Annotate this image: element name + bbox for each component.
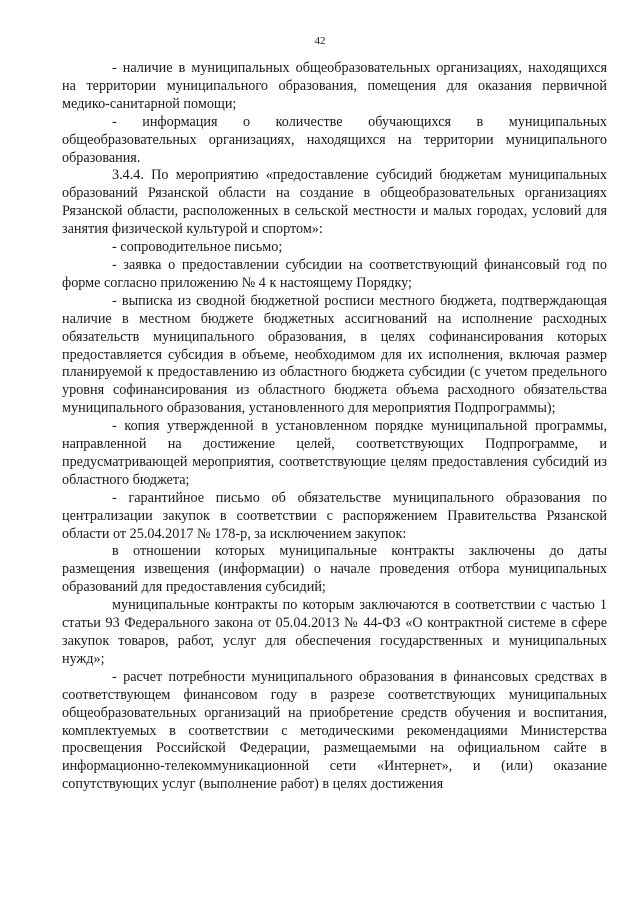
paragraph: - выписка из сводной бюджетной росписи местного бюджета, подтверждающая наличие в местном бюджете бюджетных ассигнований на исполнение расходных обязательств муниципального образования, в целях софинансирования которых предоставляется субсидия в объеме, необходимом для их исполнения, включая размер планируемой к предоставлению из областного бюджета субсидии (с учетом предельного уровня софинансирования из областного бюджета объема расходного обязательства муниципального образования, установленного для мероприятия Подпрограммы);: [62, 292, 607, 417]
paragraph: - расчет потребности муниципального образования в финансовых средствах в соответствующем финансовом году в разрезе соответствующих муниципальных общеобразовательных организаций на приобретение средств обучения и воспитания, комплектуемых в соответствии с методическими рекомендациями Министерства просвещения Российской Федерации, размещаемыми на официальном сайте в информационно-телекоммуникационной сети «Интернет», и (или) оказание сопутствующих услуг (выполнение работ) в целях достижения: [62, 668, 607, 793]
document-body: [62, 60, 607, 794]
paragraph: - гарантийное письмо об обязательстве муниципального образования по централизации закупок в соответствии с распоряжением Правительства Рязанской области от 25.04.2017 № 178-р, за исключением закупок:: [62, 489, 607, 542]
paragraph: - информация о количестве обучающихся в муниципальных общеобразовательных организациях, находящихся на территории муниципального образования.: [62, 113, 607, 166]
paragraph: муниципальные контракты по которым заключаются в соответствии с частью 1 статьи 93 Федерального закона от 05.04.2013 № 44-ФЗ «О контрактной системе в сфере закупок товаров, работ, услуг для обеспечения государственных и муниципальных нужд»;: [62, 597, 607, 667]
page-number: 42: [314, 35, 326, 47]
paragraph: в отношении которых муниципальные контракты заключены до даты размещения извещения (информации) о начале проведения отбора муниципальных образований для предоставления субсидий;: [62, 543, 607, 596]
paragraph: - копия утвержденной в установленном порядке муниципальной программы, направленной на достижение целей, соответствующих Подпрограмме, и предусматривающей мероприятия, соответствующие целям предоставления субсидий из областного бюджета;: [62, 418, 607, 488]
paragraph: - заявка о предоставлении субсидии на соответствующий финансовый год по форме согласно приложению № 4 к настоящему Порядку;: [62, 256, 607, 291]
paragraph: - сопроводительное письмо;: [112, 239, 283, 256]
paragraph: - наличие в муниципальных общеобразовательных организациях, находящихся на территории муниципального образования, помещения для оказания первичной медико-санитарной помощи;: [62, 60, 607, 112]
paragraph: 3.4.4. По мероприятию «предоставление субсидий бюджетам муниципальных образований Рязанской области на создание в общеобразовательных организациях Рязанской области, расположенных в сельской местности и малых городах, условий для занятия физической культурой и спортом»:: [62, 167, 607, 238]
